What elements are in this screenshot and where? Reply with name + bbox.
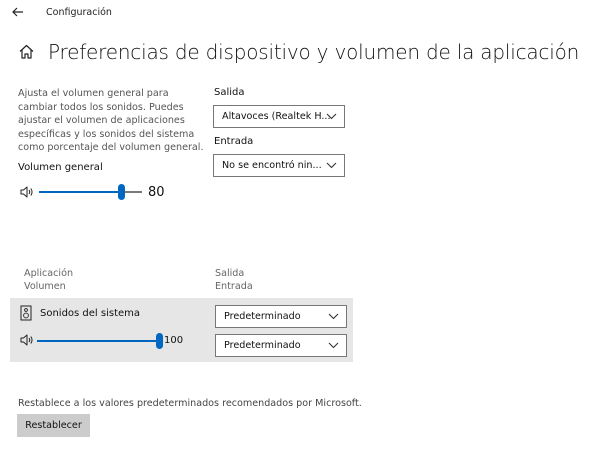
output-device-value: Altavoces (Realtek H... bbox=[222, 111, 331, 122]
app-output-dropdown[interactable] bbox=[215, 305, 347, 328]
speaker-icon[interactable] bbox=[20, 186, 34, 198]
page-title: Preferencias de dispositivo y volumen de la aplicación bbox=[48, 40, 580, 64]
app-volume-slider[interactable] bbox=[37, 340, 159, 342]
master-volume-slider[interactable] bbox=[39, 191, 142, 193]
input-device-dropdown[interactable] bbox=[213, 154, 345, 177]
home-icon[interactable] bbox=[18, 43, 35, 60]
chevron-down-icon bbox=[328, 341, 339, 349]
app-output-value: Predeterminado bbox=[224, 311, 301, 322]
chevron-down-icon bbox=[326, 161, 337, 169]
column-header-volume-label: Volumen bbox=[24, 281, 66, 292]
window-title: Configuración bbox=[46, 7, 112, 18]
master-volume-value: 80 bbox=[148, 185, 165, 200]
column-header-input-label: Entrada bbox=[215, 281, 253, 292]
column-header-output-label: Salida bbox=[215, 268, 245, 279]
chevron-down-icon bbox=[326, 112, 337, 120]
master-volume-label: Volumen general bbox=[18, 162, 103, 173]
master-volume-fill bbox=[39, 191, 121, 193]
speaker-icon[interactable] bbox=[20, 334, 34, 346]
column-header-app bbox=[24, 267, 73, 293]
back-button[interactable] bbox=[9, 4, 27, 20]
reset-description: Restablece a los valores predeterminados recomendados por Microsoft. bbox=[18, 398, 362, 409]
master-volume-description: Ajusta el volumen general para cambiar todos los sonidos. Puedes ajustar el volumen de aplicaciones específicas y los sonidos del sistema como porcentaje del volumen general. bbox=[18, 88, 204, 154]
app-input-dropdown[interactable] bbox=[215, 334, 347, 357]
column-header-device bbox=[215, 267, 253, 293]
input-device-value: No se encontró nin... bbox=[222, 160, 322, 171]
system-sounds-icon bbox=[20, 305, 32, 321]
master-volume-thumb[interactable] bbox=[118, 184, 125, 200]
reset-button[interactable]: Restablecer bbox=[17, 414, 90, 437]
app-volume-thumb[interactable] bbox=[156, 333, 163, 349]
input-label: Entrada bbox=[214, 136, 254, 147]
app-volume-value: 100 bbox=[164, 335, 184, 346]
app-volume-fill bbox=[37, 340, 159, 342]
output-device-dropdown[interactable] bbox=[213, 105, 345, 128]
column-header-app-label: Aplicación bbox=[24, 268, 74, 279]
chevron-down-icon bbox=[328, 312, 339, 320]
title-bar bbox=[0, 0, 612, 26]
app-input-value: Predeterminado bbox=[224, 340, 301, 351]
back-arrow-icon bbox=[9, 4, 27, 20]
output-label: Salida bbox=[214, 87, 245, 98]
app-name: Sonidos del sistema bbox=[40, 308, 141, 319]
